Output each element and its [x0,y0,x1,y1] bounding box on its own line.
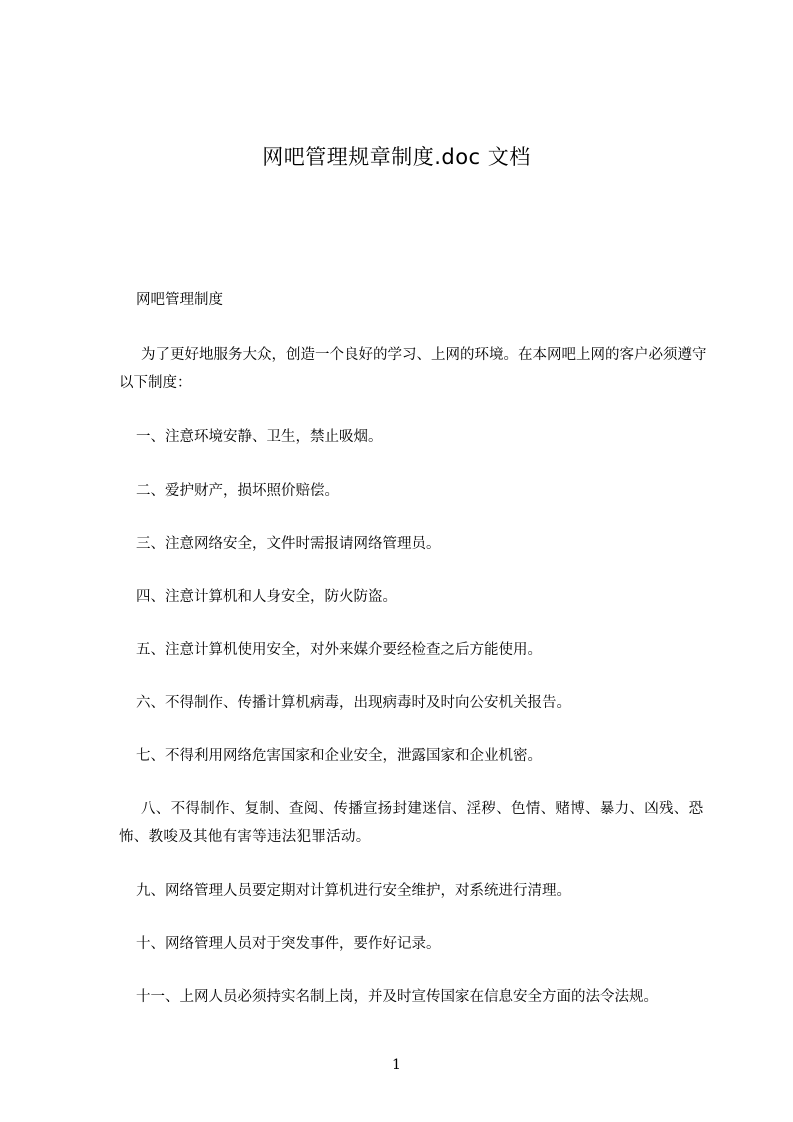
document-title: 网吧管理规章制度.doc 文档 [262,145,531,169]
section-heading: 网吧管理制度 [136,292,223,308]
rule-item-10: 十、网络管理人员对于突发事件，要作好记录。 [136,936,441,952]
intro-paragraph: 为了更好地服务大众，创造一个良好的学习、上网的环境。在本网吧上网的客户必须遵守以下制度： [119,347,707,391]
rule-item-1: 一、注意环境安静、卫生，禁止吸烟。 [136,429,383,445]
rule-item-6: 六、不得制作、传播计算机病毒，出现病毒时及时向公安机关报告。 [136,695,571,711]
rule-item-2: 二、爱护财产，损坏照价赔偿。 [136,483,339,499]
rule-item-9: 九、网络管理人员要定期对计算机进行安全维护，对系统进行清理。 [136,883,571,899]
rule-item-11: 十一、上网人员必须持实名制上岗，并及时宣传国家在信息安全方面的法令法规。 [136,989,658,1005]
rule-item-7: 七、不得利用网络危害国家和企业安全，泄露国家和企业机密。 [136,748,542,764]
rule-item-5: 五、注意计算机使用安全，对外来媒介要经检查之后方能使用。 [136,642,542,658]
page-number: 1 [392,1057,401,1073]
rule-item-3: 三、注意网络安全，文件时需报请网络管理员。 [136,536,441,552]
rule-item-8: 八、不得制作、复制、查阅、传播宣扬封建迷信、淫秽、色情、赌博、暴力、凶残、恐怖、教唆及其他有害等违法犯罪活动。 [119,801,704,845]
rule-item-4: 四、注意计算机和人身安全，防火防盗。 [136,589,397,605]
